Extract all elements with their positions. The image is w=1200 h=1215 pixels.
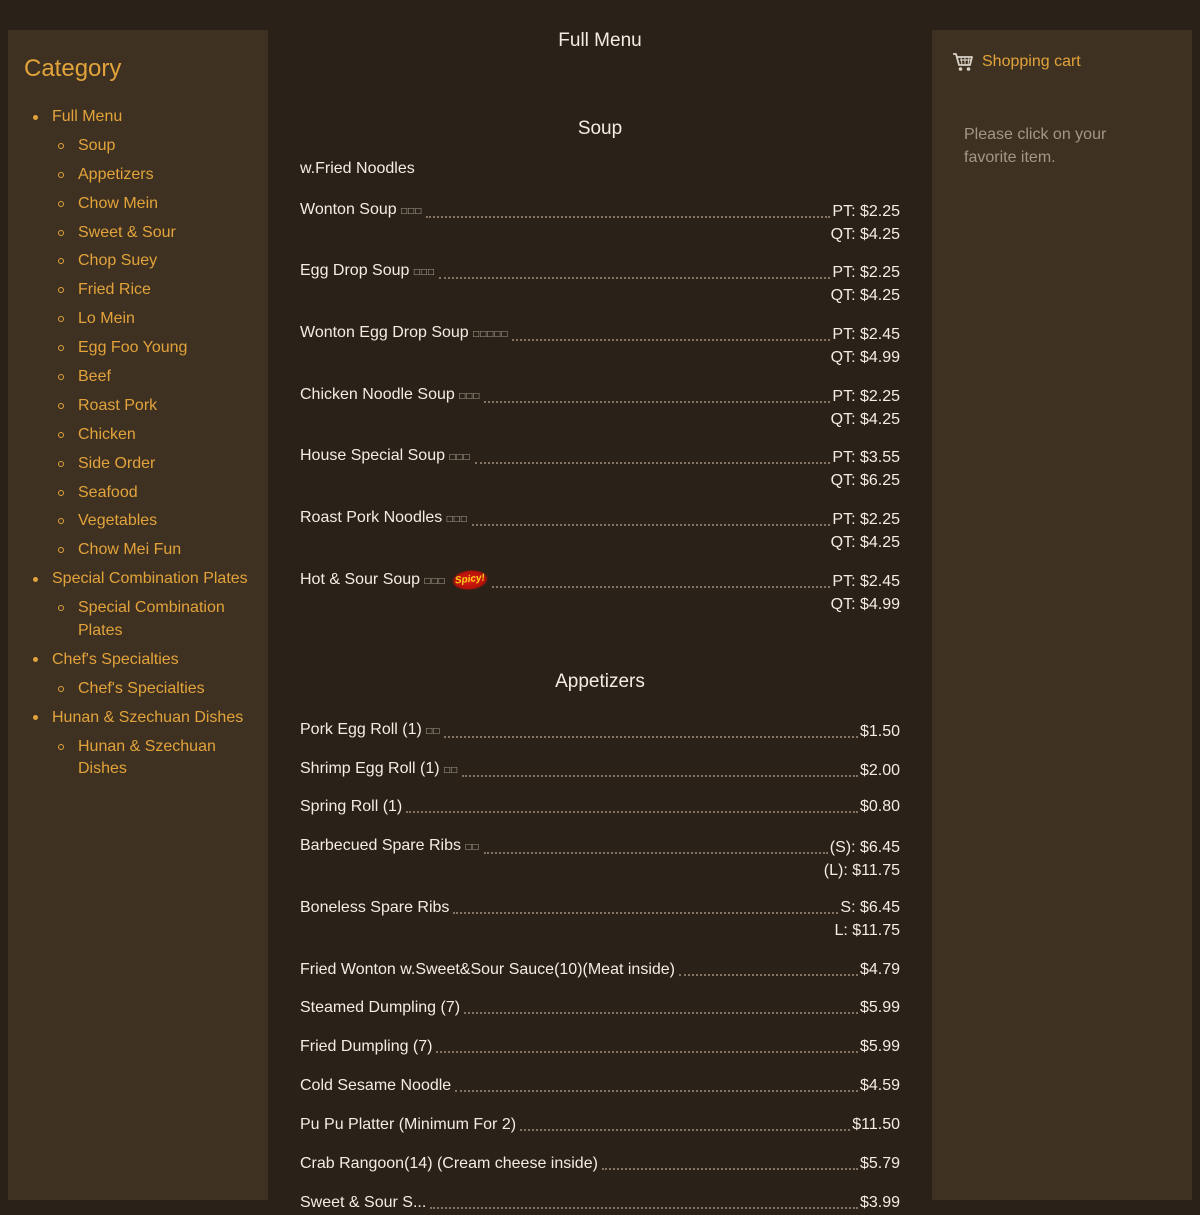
menu-item[interactable] <box>300 897 900 943</box>
item-chinese-name: □□□ <box>413 267 435 278</box>
category-full-menu[interactable]: Full Menu <box>8 106 268 129</box>
menu-item[interactable] <box>300 719 900 744</box>
menu-item[interactable] <box>300 997 900 1020</box>
item-name: Cold Sesame Noodle <box>300 1077 452 1094</box>
category-chow-mei-fun[interactable]: Chow Mei Fun <box>8 539 268 562</box>
item-price: $1.50 <box>859 723 900 740</box>
dotted-leader <box>439 277 830 279</box>
shopping-cart-link[interactable] <box>952 52 1081 72</box>
shopping-cart-label[interactable]: Shopping cart <box>982 53 1081 70</box>
section-title-soup: Soup <box>577 118 623 139</box>
item-price: $5.99 <box>859 1038 900 1055</box>
item-name: Chicken Noodle Soup <box>300 386 455 403</box>
item-name: Fried Wonton w.Sweet&Sour Sauce(10)(Meat inside) <box>300 961 675 978</box>
item-chinese-name: □□ <box>444 765 459 776</box>
item-name: Spring Roll (1) <box>300 798 403 815</box>
item-name: Shrimp Egg Roll (1) <box>300 760 440 777</box>
menu-content <box>268 30 932 1211</box>
menu-item[interactable] <box>300 507 900 555</box>
item-chinese-name: □□□ <box>424 576 446 587</box>
category-chop-suey[interactable]: Chop Suey <box>8 250 268 273</box>
item-price: $5.99 <box>859 999 900 1016</box>
item-name: House Special Soup <box>300 447 445 464</box>
category-seafood[interactable]: Seafood <box>8 482 268 505</box>
menu-item[interactable] <box>300 445 900 493</box>
item-price: PT: $2.45 <box>832 326 900 343</box>
dotted-leader <box>472 524 831 526</box>
menu-item[interactable] <box>300 199 900 247</box>
menu-item[interactable] <box>300 959 900 982</box>
item-price: $5.79 <box>859 1155 900 1172</box>
category-list <box>8 106 268 787</box>
category-sidebar <box>8 30 268 1200</box>
shopping-cart-icon <box>952 52 974 72</box>
item-price: PT: $2.25 <box>832 388 900 405</box>
menu-item[interactable] <box>300 1075 900 1098</box>
item-chinese-name: □□ <box>465 842 480 853</box>
item-name: Barbecued Spare Ribs <box>300 837 461 854</box>
item-price: $3.99 <box>859 1194 900 1211</box>
category-roast-pork[interactable]: Roast Pork <box>8 395 268 418</box>
dotted-leader <box>436 1051 857 1053</box>
item-name: Roast Pork Noodles <box>300 509 443 526</box>
dotted-leader <box>475 462 831 464</box>
menu-item[interactable] <box>300 322 900 370</box>
item-price: PT: $2.25 <box>832 264 900 281</box>
dotted-leader <box>430 1207 858 1209</box>
sidebar-title: Category <box>24 55 122 82</box>
top-bar <box>0 0 1200 30</box>
dotted-leader <box>679 974 858 976</box>
category-vegetables[interactable]: Vegetables <box>8 510 268 533</box>
category-lo-mein[interactable]: Lo Mein <box>8 308 268 331</box>
cart-empty-message: Please click on your favorite item. <box>964 126 1107 166</box>
item-price-large: QT: $4.25 <box>830 286 900 304</box>
item-name: Hot & Sour Soup <box>300 571 421 588</box>
item-price: PT: $3.55 <box>832 449 900 466</box>
item-chinese-name: □□□ <box>449 452 471 463</box>
subcategory-special-combination-plates[interactable]: Special Combination Plates <box>8 597 268 643</box>
item-name: Sweet & Sour S... <box>300 1194 427 1211</box>
menu-item[interactable] <box>300 384 900 432</box>
item-price: $0.80 <box>859 798 900 815</box>
item-price: S: $6.45 <box>840 899 900 916</box>
spicy-badge-icon: Spicy! <box>451 568 489 592</box>
category-soup[interactable]: Soup <box>8 135 268 158</box>
menu-item[interactable] <box>300 569 900 617</box>
menu-item[interactable] <box>300 1192 900 1211</box>
dotted-leader <box>484 401 830 403</box>
item-price-large: QT: $4.99 <box>830 348 900 366</box>
item-price: $2.00 <box>859 762 900 779</box>
item-chinese-name: □□□ <box>459 391 481 402</box>
item-name: Boneless Spare Ribs <box>300 899 450 916</box>
item-price: $4.79 <box>859 961 900 978</box>
dotted-leader <box>453 912 838 914</box>
menu-item[interactable] <box>300 1153 900 1176</box>
item-price-large: QT: $4.25 <box>830 533 900 551</box>
item-price-large: (L): $11.75 <box>823 861 900 879</box>
shopping-cart-panel <box>932 30 1192 1200</box>
item-name: Pork Egg Roll (1) <box>300 721 422 738</box>
item-price: PT: $2.25 <box>832 203 900 220</box>
page-title: Full Menu <box>558 30 642 51</box>
item-price-large: QT: $4.25 <box>830 225 900 243</box>
subcategory-hunan-szechuan[interactable]: Hunan & Szechuan Dishes <box>8 736 268 782</box>
dotted-leader <box>602 1168 858 1170</box>
dotted-leader <box>464 1012 858 1014</box>
menu-item[interactable] <box>300 796 900 819</box>
menu-item[interactable] <box>300 758 900 783</box>
category-hunan-szechuan[interactable]: Hunan & Szechuan Dishes <box>8 707 268 730</box>
item-name: Wonton Egg Drop Soup <box>300 324 469 341</box>
menu-item[interactable] <box>300 835 900 883</box>
item-chinese-name: □□ <box>426 726 441 737</box>
item-chinese-name: □□□□□ <box>473 329 509 340</box>
dotted-leader <box>444 736 858 738</box>
category-chefs-specialties[interactable]: Chef's Specialties <box>8 649 268 672</box>
category-beef[interactable]: Beef <box>8 366 268 389</box>
subcategory-chefs-specialties[interactable]: Chef's Specialties <box>8 678 268 701</box>
category-fried-rice[interactable]: Fried Rice <box>8 279 268 302</box>
dotted-leader <box>484 852 828 854</box>
item-price: (S): $6.45 <box>829 839 900 856</box>
item-price: $11.50 <box>852 1116 900 1133</box>
item-price: PT: $2.45 <box>832 573 900 590</box>
item-price-large: QT: $4.99 <box>830 595 900 613</box>
category-chicken[interactable]: Chicken <box>8 424 268 447</box>
category-appetizers[interactable]: Appetizers <box>8 164 268 187</box>
category-sweet-sour[interactable]: Sweet & Sour <box>8 222 268 245</box>
item-price: PT: $2.25 <box>832 511 900 528</box>
soup-note: w.Fried Noodles <box>300 160 415 177</box>
category-egg-foo-young[interactable]: Egg Foo Young <box>8 337 268 360</box>
category-chow-mein[interactable]: Chow Mein <box>8 193 268 216</box>
item-price-large: QT: $4.25 <box>830 410 900 428</box>
item-chinese-name: □□□ <box>446 514 468 525</box>
item-name: Steamed Dumpling (7) <box>300 999 461 1016</box>
item-name: Egg Drop Soup <box>300 262 410 279</box>
item-price: $4.59 <box>859 1077 900 1094</box>
item-price-large: QT: $6.25 <box>830 471 900 489</box>
dotted-leader <box>462 775 858 777</box>
item-name: Crab Rangoon(14) (Cream cheese inside) <box>300 1155 598 1172</box>
dotted-leader <box>406 811 858 813</box>
dotted-leader <box>512 339 830 341</box>
item-price-large: L: $11.75 <box>834 921 900 939</box>
dotted-leader <box>426 216 830 218</box>
category-side-order[interactable]: Side Order <box>8 453 268 476</box>
menu-item[interactable] <box>300 1114 900 1137</box>
dotted-leader <box>520 1129 850 1131</box>
item-name: Pu Pu Platter (Minimum For 2) <box>300 1116 517 1133</box>
category-special-combination-plates[interactable]: Special Combination Plates <box>8 568 268 591</box>
item-name: Fried Dumpling (7) <box>300 1038 433 1055</box>
item-name: Wonton Soup <box>300 201 397 218</box>
dotted-leader <box>492 586 831 588</box>
menu-item[interactable] <box>300 260 900 308</box>
item-chinese-name: □□□ <box>401 206 423 217</box>
menu-item[interactable] <box>300 1036 900 1059</box>
dotted-leader <box>455 1090 858 1092</box>
section-title-appetizers: Appetizers <box>555 671 645 692</box>
